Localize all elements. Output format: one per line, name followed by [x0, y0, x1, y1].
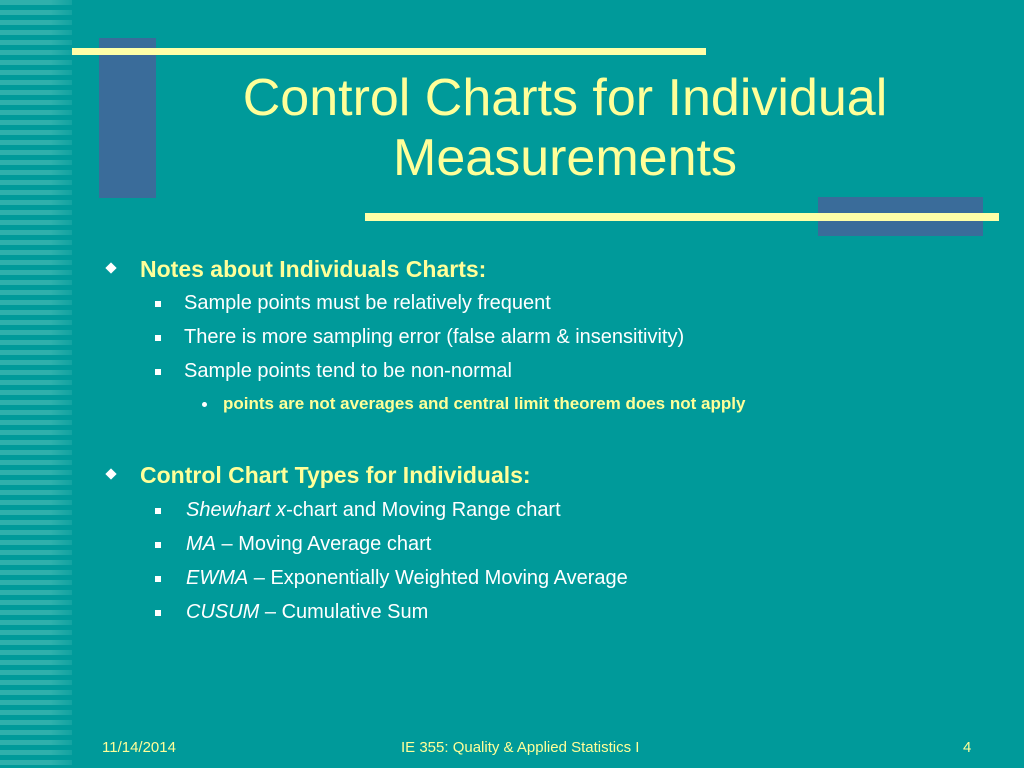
top-accent-line [72, 48, 706, 55]
list-item [186, 567, 628, 590]
square-bullet-icon [155, 369, 161, 375]
list-item-italic: CUSUM [186, 601, 260, 623]
section-heading: Notes about Individuals Charts: [140, 256, 487, 282]
square-bullet-icon [155, 335, 161, 341]
list-item [186, 499, 561, 522]
square-bullet-icon [155, 610, 161, 616]
list-item-italic: EWMA [186, 567, 249, 589]
list-item-text: -chart and Moving Range chart [286, 499, 561, 521]
square-bullet-icon [155, 542, 161, 548]
sub-list-item: points are not averages and central limit theorem does not apply [223, 394, 746, 413]
footer-date: 11/14/2014 [102, 739, 176, 756]
list-item-text: – Cumulative Sum [259, 601, 429, 623]
list-item: There is more sampling error (false alarm & insensitivity) [184, 326, 685, 348]
dot-bullet-icon [202, 402, 207, 407]
title-line-1: Control Charts for Individual [242, 69, 888, 127]
square-bullet-icon [155, 301, 161, 307]
page-title [150, 68, 980, 188]
square-bullet-icon [155, 576, 161, 582]
top-left-accent-block [99, 38, 156, 198]
diamond-bullet-icon [105, 468, 116, 479]
page-number: 4 [963, 739, 972, 756]
list-item [186, 533, 431, 556]
title-line-2: Measurements [393, 129, 737, 187]
list-item-italic: Shewhart x [186, 499, 287, 521]
square-bullet-icon [155, 508, 161, 514]
section-heading: Control Chart Types for Individuals: [140, 462, 531, 488]
list-item-text: – Exponentially Weighted Moving Average [248, 567, 628, 589]
striped-left-band [0, 0, 72, 768]
diamond-bullet-icon [105, 262, 116, 273]
list-item: Sample points must be relatively frequent [184, 292, 551, 314]
list-item-text: – Moving Average chart [216, 533, 432, 555]
list-item-italic: MA [186, 533, 216, 555]
footer-course: IE 355: Quality & Applied Statistics I [401, 739, 640, 756]
title-underline [365, 213, 999, 221]
list-item: Sample points tend to be non-normal [184, 360, 512, 382]
list-item [186, 601, 428, 624]
